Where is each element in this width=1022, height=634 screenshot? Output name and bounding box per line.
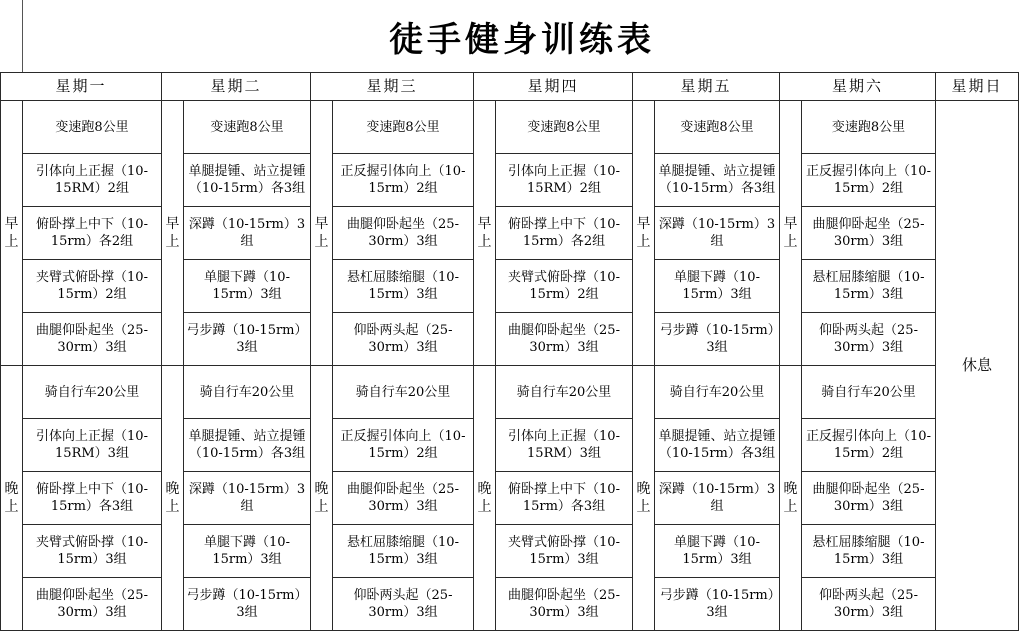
exercise-cell: 变速跑8公里 — [655, 101, 780, 154]
workout-table — [0, 72, 1019, 631]
exercise-cell: 变速跑8公里 — [802, 101, 936, 154]
exercise-cell: 引体向上正握（10-15RM）2组 — [496, 154, 633, 207]
exercise-cell: 夹臂式俯卧撑（10-15rm）3组 — [496, 525, 633, 578]
exercise-cell: 引体向上正握（10-15RM）2组 — [23, 154, 162, 207]
exercise-cell: 曲腿仰卧起坐（25-30rm）3组 — [802, 207, 936, 260]
exercise-cell: 骑自行车20公里 — [184, 366, 311, 419]
table-row — [1, 260, 1019, 313]
exercise-cell: 正反握引体向上（10-15rm）2组 — [333, 419, 474, 472]
table-row — [1, 154, 1019, 207]
exercise-cell: 俯卧撑上中下（10-15rm）各2组 — [23, 207, 162, 260]
exercise-cell: 曲腿仰卧起坐（25-30rm）3组 — [496, 313, 633, 366]
table-row — [1, 366, 1019, 419]
exercise-cell: 俯卧撑上中下（10-15rm）各2组 — [496, 207, 633, 260]
morning-label-mon: 早上 — [1, 101, 23, 366]
exercise-cell: 引体向上正握（10-15RM）3组 — [496, 419, 633, 472]
exercise-cell: 曲腿仰卧起坐（25-30rm）3组 — [333, 207, 474, 260]
exercise-cell: 仰卧两头起（25-30rm）3组 — [802, 578, 936, 631]
exercise-cell: 弓步蹲（10-15rm）3组 — [184, 578, 311, 631]
exercise-cell: 夹臂式俯卧撑（10-15rm）2组 — [496, 260, 633, 313]
morning-label-sat: 早上 — [780, 101, 802, 366]
exercise-cell: 深蹲（10-15rm）3组 — [655, 472, 780, 525]
exercise-cell: 深蹲（10-15rm）3组 — [655, 207, 780, 260]
exercise-cell: 夹臂式俯卧撑（10-15rm）3组 — [23, 525, 162, 578]
day-header-wed: 星期三 — [311, 73, 474, 101]
exercise-cell: 俯卧撑上中下（10-15rm）各3组 — [496, 472, 633, 525]
exercise-cell: 单腿提锺、站立提锺（10-15rm）各3组 — [655, 154, 780, 207]
exercise-cell: 仰卧两头起（25-30rm）3组 — [333, 578, 474, 631]
exercise-cell: 深蹲（10-15rm）3组 — [184, 472, 311, 525]
morning-label-fri: 早上 — [633, 101, 655, 366]
day-header-mon: 星期一 — [1, 73, 162, 101]
exercise-cell: 曲腿仰卧起坐（25-30rm）3组 — [23, 578, 162, 631]
exercise-cell: 正反握引体向上（10-15rm）2组 — [333, 154, 474, 207]
exercise-cell: 单腿提锺、站立提锺（10-15rm）各3组 — [184, 154, 311, 207]
day-header-fri: 星期五 — [633, 73, 780, 101]
exercise-cell: 曲腿仰卧起坐（25-30rm）3组 — [23, 313, 162, 366]
exercise-cell: 曲腿仰卧起坐（25-30rm）3组 — [496, 578, 633, 631]
day-header-sun: 星期日 — [936, 73, 1019, 101]
exercise-cell: 悬杠屈膝缩腿（10-15rm）3组 — [802, 525, 936, 578]
exercise-cell: 骑自行车20公里 — [655, 366, 780, 419]
exercise-cell: 骑自行车20公里 — [333, 366, 474, 419]
exercise-cell: 曲腿仰卧起坐（25-30rm）3组 — [333, 472, 474, 525]
table-row — [1, 525, 1019, 578]
morning-label-wed: 早上 — [311, 101, 333, 366]
exercise-cell: 单腿下蹲（10-15rm）3组 — [655, 525, 780, 578]
exercise-cell: 弓步蹲（10-15rm）3组 — [655, 313, 780, 366]
exercise-cell: 仰卧两头起（25-30rm）3组 — [333, 313, 474, 366]
exercise-cell: 变速跑8公里 — [23, 101, 162, 154]
evening-label-sat: 晚上 — [780, 366, 802, 631]
exercise-cell: 正反握引体向上（10-15rm）2组 — [802, 154, 936, 207]
exercise-cell: 引体向上正握（10-15RM）3组 — [23, 419, 162, 472]
exercise-cell: 悬杠屈膝缩腿（10-15rm）3组 — [333, 525, 474, 578]
exercise-cell: 俯卧撑上中下（10-15rm）各3组 — [23, 472, 162, 525]
exercise-cell: 变速跑8公里 — [333, 101, 474, 154]
table-row — [1, 207, 1019, 260]
evening-label-thu: 晚上 — [474, 366, 496, 631]
page-title: 徒手健身训练表 — [389, 19, 655, 60]
exercise-cell: 骑自行车20公里 — [802, 366, 936, 419]
header-row — [1, 73, 1019, 101]
exercise-cell: 骑自行车20公里 — [23, 366, 162, 419]
exercise-cell: 夹臂式俯卧撑（10-15rm）2组 — [23, 260, 162, 313]
morning-label-tue: 早上 — [162, 101, 184, 366]
table-row — [1, 578, 1019, 631]
day-header-thu: 星期四 — [474, 73, 633, 101]
exercise-cell: 骑自行车20公里 — [496, 366, 633, 419]
exercise-cell: 变速跑8公里 — [496, 101, 633, 154]
exercise-cell: 悬杠屈膝缩腿（10-15rm）3组 — [333, 260, 474, 313]
exercise-cell: 弓步蹲（10-15rm）3组 — [184, 313, 311, 366]
exercise-cell: 单腿下蹲（10-15rm）3组 — [184, 260, 311, 313]
day-header-tue: 星期二 — [162, 73, 311, 101]
evening-label-wed: 晚上 — [311, 366, 333, 631]
exercise-cell: 单腿提锺、站立提锺（10-15rm）各3组 — [184, 419, 311, 472]
exercise-cell: 仰卧两头起（25-30rm）3组 — [802, 313, 936, 366]
exercise-cell: 单腿下蹲（10-15rm）3组 — [655, 260, 780, 313]
table-row — [1, 313, 1019, 366]
evening-label-fri: 晚上 — [633, 366, 655, 631]
evening-label-mon: 晚上 — [1, 366, 23, 631]
exercise-cell: 正反握引体向上（10-15rm）2组 — [802, 419, 936, 472]
table-row — [1, 472, 1019, 525]
exercise-cell: 深蹲（10-15rm）3组 — [184, 207, 311, 260]
exercise-cell: 曲腿仰卧起坐（25-30rm）3组 — [802, 472, 936, 525]
exercise-cell: 弓步蹲（10-15rm）3组 — [655, 578, 780, 631]
exercise-cell: 悬杠屈膝缩腿（10-15rm）3组 — [802, 260, 936, 313]
rest-cell: 休息 — [936, 101, 1019, 631]
exercise-cell: 单腿提锺、站立提锺（10-15rm）各3组 — [655, 419, 780, 472]
table-row — [1, 419, 1019, 472]
exercise-cell: 单腿下蹲（10-15rm）3组 — [184, 525, 311, 578]
day-header-sat: 星期六 — [780, 73, 936, 101]
exercise-cell: 变速跑8公里 — [184, 101, 311, 154]
morning-label-thu: 早上 — [474, 101, 496, 366]
table-row — [1, 101, 1019, 154]
evening-label-tue: 晚上 — [162, 366, 184, 631]
